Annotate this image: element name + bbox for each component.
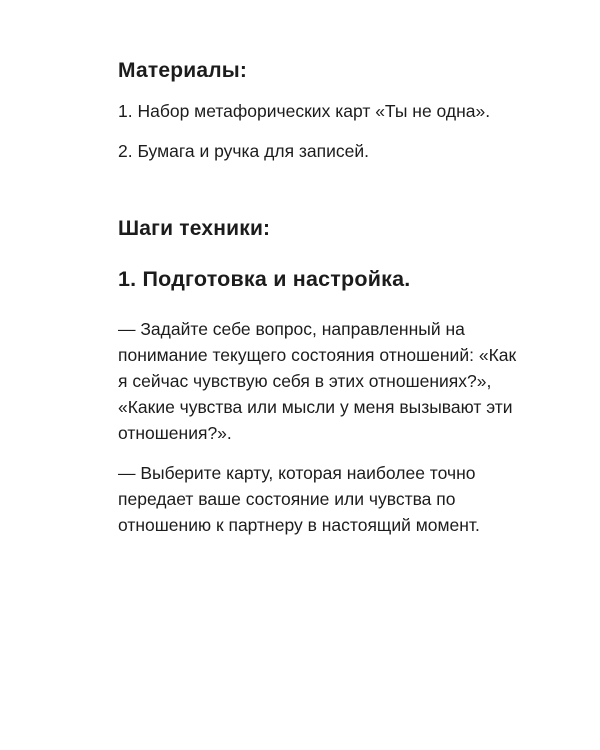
steps-heading: Шаги техники:	[118, 217, 271, 240]
step-1-paragraph-1: — Задайте себе вопрос, направленный на понимание текущего состояния отношений: «Как я сейчас чувствую себя в этих отношениях?», «Какие чувства или мысли у меня вызывают эти отношения?».	[118, 319, 517, 443]
materials-heading: Материалы:	[118, 59, 248, 82]
materials-item-1: 1. Набор метафорических карт «Ты не одна».	[118, 101, 491, 121]
page-content	[118, 58, 528, 538]
step-1-paragraph-2: — Выберите карту, которая наиболее точно передает ваше состояние или чувства по отношению к партнеру в настоящий момент.	[118, 463, 480, 535]
step-1-heading: 1. Подготовка и настройка.	[118, 267, 411, 291]
materials-item-2: 2. Бумага и ручка для записей.	[118, 141, 370, 161]
